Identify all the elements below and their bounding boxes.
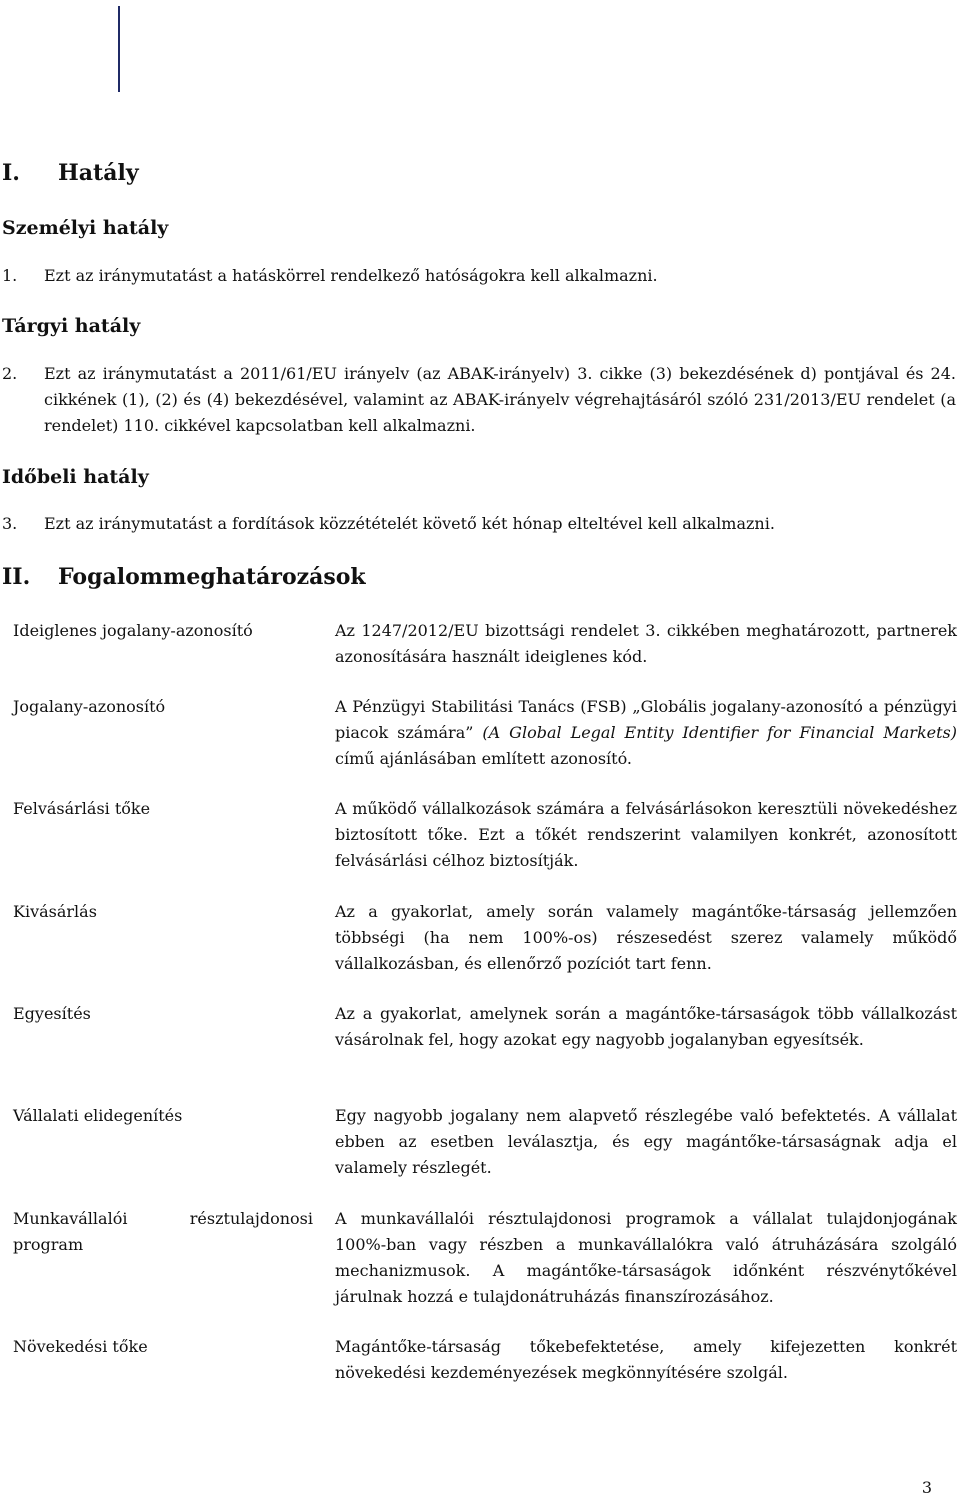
- paragraph-3: [2, 511, 956, 537]
- definition-term: Vállalati elidegenítés: [13, 1106, 183, 1125]
- definition-description: Az 1247/2012/EU bizottsági rendelet 3. cikkében meghatározott, partnerek azonosítására használt ideiglenes kód.: [335, 621, 957, 666]
- definition-italic-text: (A Global Legal Entity Identifier for Financial Markets): [482, 723, 958, 742]
- subheading-personal-scope: Személyi hatály: [2, 217, 169, 239]
- paragraph-text: Ezt az iránymutatást a hatáskörrel rendelkező hatóságokra kell alkalmazni.: [44, 266, 658, 285]
- section-heading-definitions: [2, 564, 366, 590]
- section-heading-scope: [2, 160, 139, 186]
- paragraph-number: 3.: [2, 514, 18, 533]
- definition-description: Az a gyakorlat, amely során valamely magántőke-társaság jellemzően többségi (ha nem 100%-os) részesedést szerez valamely működő vállalkozásban, és ellenőrző pozíciót tart fenn.: [335, 902, 957, 973]
- section-number: II.: [2, 564, 31, 590]
- definition-description: [335, 694, 957, 772]
- definition-term: Munkavállalói résztulajdonosi program: [13, 1209, 313, 1254]
- subheading-material-scope: Tárgyi hatály: [2, 315, 141, 337]
- definition-description: A működő vállalkozások számára a felvásárlásokon keresztüli növekedéshez biztosított tőke. Ezt a tőkét rendszerint valamilyen konkrét, azonosított felvásárlási célhoz biztosítják.: [335, 799, 957, 870]
- definition-description: Egy nagyobb jogalany nem alapvető részlegébe való befektetés. A vállalat ebben az esetben leválasztja, és egy magántőke-társaságnak adja el valamely részlegét.: [335, 1106, 957, 1177]
- paragraph-1: [2, 263, 956, 289]
- section-title: Fogalommeghatározások: [58, 564, 366, 590]
- section-number: I.: [2, 160, 20, 186]
- paragraph-text: Ezt az iránymutatást a 2011/61/EU irányelv (az ABAK-irányelv) 3. cikke (3) bekezdésének d) pontjával és 24. cikkének (1), (2) és (4) bekezdésével, valamint az ABAK-irányelv végrehajtásáról szóló 231/2013/EU rendelet (a rendelet) 110. cikkével kapcsolatban kell alkalmazni.: [44, 364, 956, 435]
- definition-text: A Pénzügyi Stabilitási Tanács (FSB) „Globális jogalany-azonosító a pénzügyi piacok számára”: [335, 697, 957, 742]
- section-title: Hatály: [58, 160, 139, 186]
- paragraph-text: Ezt az iránymutatást a fordítások közzétételét követő két hónap elteltével kell alkalmazni.: [44, 514, 775, 533]
- paragraph-number: 2.: [2, 364, 18, 383]
- definition-description: Magántőke-társaság tőkebefektetése, amely kifejezetten konkrét növekedési kezdeményezések megkönnyítésére szolgál.: [335, 1337, 957, 1382]
- paragraph-number: 1.: [2, 266, 18, 285]
- definition-term: Növekedési tőke: [13, 1337, 148, 1356]
- definition-term: Jogalany-azonosító: [13, 697, 166, 716]
- definition-term: Felvásárlási tőke: [13, 799, 151, 818]
- decorative-vertical-rule: [118, 6, 120, 92]
- paragraph-2: [2, 361, 956, 439]
- definition-term: Egyesítés: [13, 1004, 91, 1023]
- definition-description: A munkavállalói résztulajdonosi programok a vállalat tulajdonjogának 100%-ban vagy részben a munkavállalókra való átruházására szolgáló mechanizmusok. A magántőke-társaságok időnként részvénytőkével járulnak hozzá e tulajdonátruházás finanszírozásához.: [335, 1209, 957, 1306]
- definition-term: Kivásárlás: [13, 902, 97, 921]
- definition-description: Az a gyakorlat, amelynek során a magántőke-társaságok több vállalkozást vásárolnak fel, hogy azokat egy nagyobb jogalanyban egyesítsék.: [335, 1004, 957, 1049]
- definition-text: című ajánlásában említett azonosító.: [335, 749, 633, 768]
- page-number: 3: [921, 1478, 932, 1497]
- subheading-temporal-scope: Időbeli hatály: [2, 466, 149, 488]
- definition-term: Ideiglenes jogalany-azonosító: [13, 621, 253, 640]
